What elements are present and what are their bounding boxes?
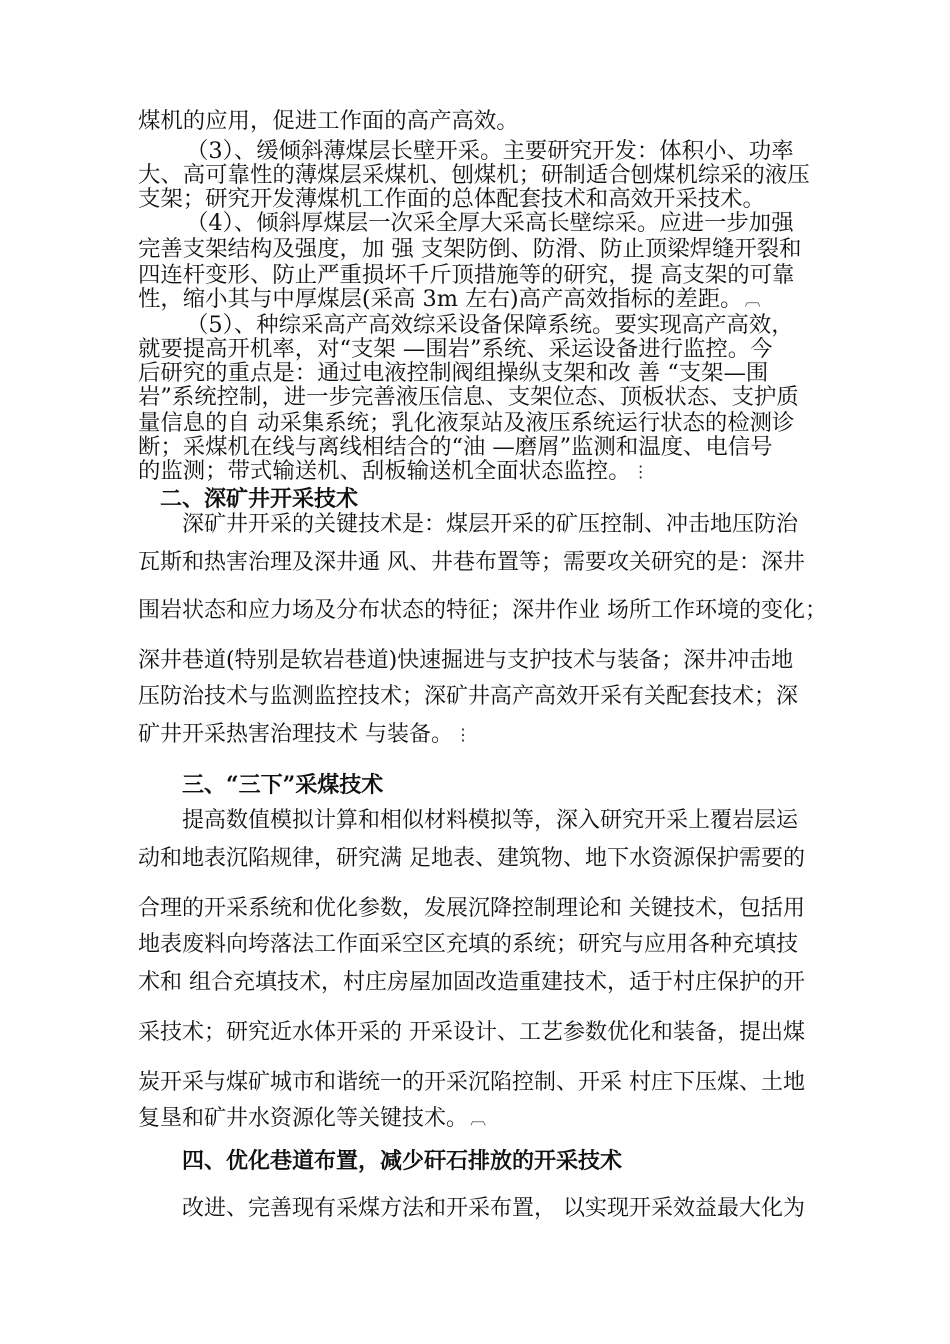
paragraph-line-text: 的监测；带式输送机、刮板输送机全面状态监控。 xyxy=(138,458,631,484)
paragraph-line: 就要提高开机率，对“支架 —围岩”系统、采运设备进行监控。今 xyxy=(138,336,773,362)
paragraph-line: 动和地表沉陷规律，研究满 足地表、建筑物、地下水资源保护需要的 xyxy=(138,846,805,871)
paragraph-line: 支架；研究开发薄煤机工作面的总体配套技术和高效开采技术。 xyxy=(138,186,765,212)
paragraph-line xyxy=(138,458,649,485)
dots-mark-icon: ⋮ xyxy=(455,725,471,744)
paragraph-line: 炭开采与煤矿城市和谐统一的开采沉陷控制、开采 村庄下压煤、土地 xyxy=(138,1070,805,1095)
paragraph-line: （5）、种综采高产高效综采设备保障系统。要实现高产高效， xyxy=(186,312,794,338)
paragraph-line: 改进、完善现有采煤方法和开采布置， 以实现开采效益最大化为 xyxy=(182,1196,805,1221)
paragraph-line: 提高数值模拟计算和相似材料模拟等，深入研究开采上覆岩层运 xyxy=(182,808,799,833)
paragraph-line xyxy=(138,1106,486,1132)
section-heading: 三、“三下”采煤技术 xyxy=(182,772,384,798)
section-heading: 二、深矿井开采技术 xyxy=(160,486,359,512)
section-heading: 四、优化巷道布置，减少矸石排放的开采技术 xyxy=(182,1148,623,1174)
paragraph-line: 深矿井开采的关键技术是：煤层开采的矿压控制、冲击地压防治 xyxy=(182,512,799,537)
paragraph-line: （4）、倾斜厚煤层一次采全厚大采高长壁综采。应进一步加强 xyxy=(186,210,794,236)
paragraph-line: 岩”系统控制，进一步完善液压信息、支架位态、顶板状态、支护质 xyxy=(138,384,799,410)
corner-mark-icon: ︹ xyxy=(744,290,761,309)
paragraph-line: 压防治技术与监测监控技术；深矿井高产高效开采有关配套技术；深 xyxy=(138,684,799,709)
paragraph-line xyxy=(138,722,471,748)
paragraph-line: 煤机的应用，促进工作面的高产高效。 xyxy=(138,108,519,134)
paragraph-line: 地表废料向垮落法工作面采空区充填的系统；研究与应用各种充填技 xyxy=(138,932,799,957)
paragraph-line: 围岩状态和应力场及分布状态的特征；深井作业 场所工作环境的变化； xyxy=(138,598,827,623)
paragraph-line-text: 矿井开采热害治理技术 与装备。 xyxy=(138,722,453,747)
paragraph-line: 术和 组合充填技术，村庄房屋加固改造重建技术，适于村庄保护的开 xyxy=(138,970,805,995)
paragraph-line-text: 性，缩小其与中厚煤层(采高 3m 左右)高产高效指标的差距。 xyxy=(138,286,743,312)
dots-mark-icon: ⋮ xyxy=(632,462,649,481)
paragraph-line: 合理的开采系统和优化参数，发展沉降控制理论和 关键技术，包括用 xyxy=(138,896,805,921)
paragraph-line xyxy=(138,286,761,313)
paragraph-line: 后研究的重点是：通过电液控制阀组操纵支架和改 善 “支架—围 xyxy=(138,360,769,386)
paragraph-line: （3）、缓倾斜薄煤层长壁开采。主要研究开发：体积小、功率 xyxy=(186,138,794,164)
paragraph-line-text: 复垦和矿井水资源化等关键技术。 xyxy=(138,1106,469,1131)
paragraph-line: 断；采煤机在线与离线相结合的“油 —磨屑”监测和温度、电信号 xyxy=(138,434,773,460)
corner-mark-icon: ︹ xyxy=(470,1109,487,1128)
paragraph-line: 四连杆变形、防止严重损坏千斤顶措施等的研究，提 高支架的可靠 xyxy=(138,262,795,288)
paragraph-line: 大、高可靠性的薄煤层采煤机、刨煤机；研制适合刨煤机综采的液压 xyxy=(138,162,810,188)
paragraph-line: 量信息的自 动采集系统；乳化液泵站及液压系统运行状态的检测诊 xyxy=(138,410,795,436)
paragraph-line: 完善支架结构及强度，加 强 支架防倒、防滑、防止顶梁焊缝开裂和 xyxy=(138,236,802,262)
paragraph-line: 深井巷道(特别是软岩巷道)快速掘进与支护技术与装备；深井冲击地 xyxy=(138,648,794,673)
paragraph-line: 采技术；研究近水体开采的 开采设计、工艺参数优化和装备，提出煤 xyxy=(138,1020,805,1045)
paragraph-line: 瓦斯和热害治理及深井通 风、井巷布置等；需要攻关研究的是：深井 xyxy=(138,550,805,575)
